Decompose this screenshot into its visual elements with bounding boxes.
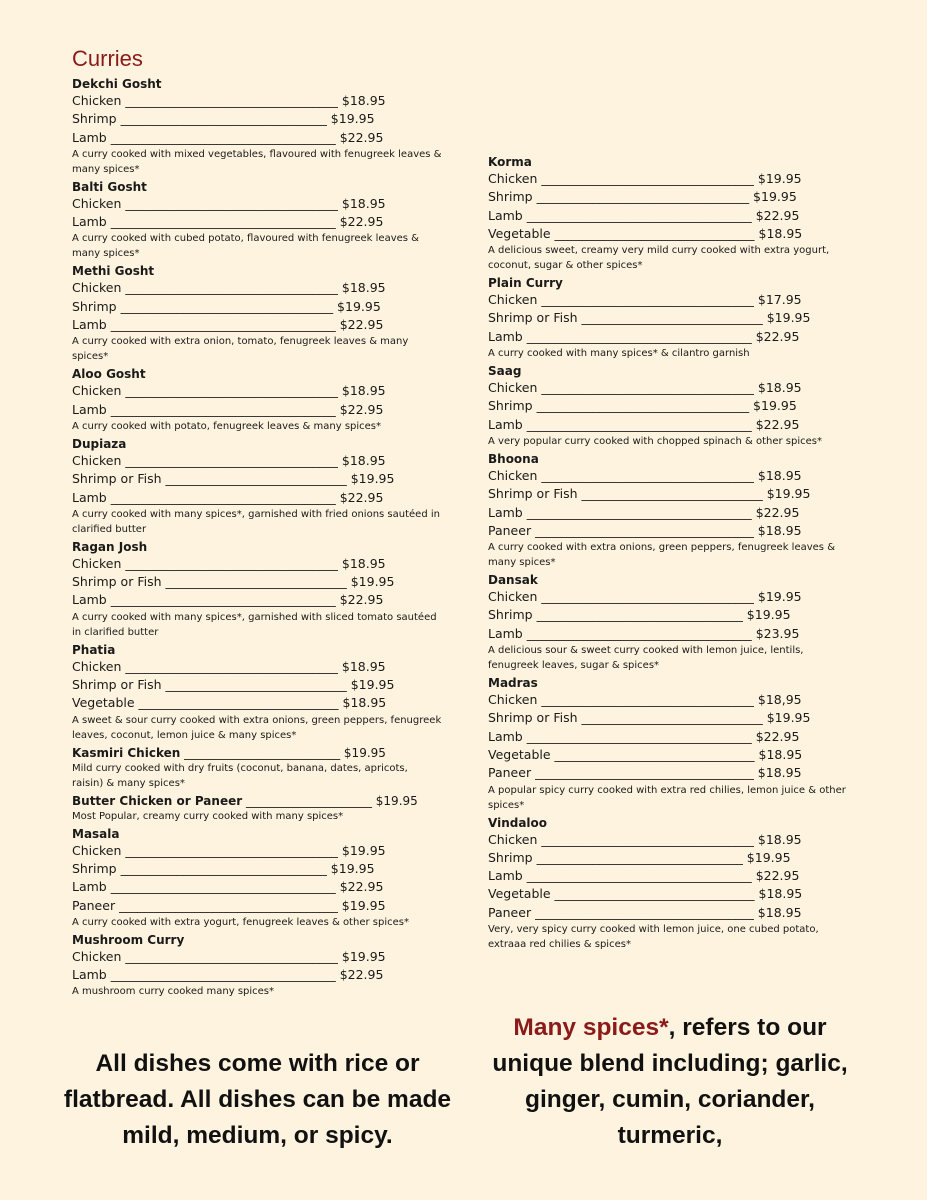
dish-description: Most Popular, creamy curry cooked with many spices* (72, 810, 344, 822)
price-row (72, 878, 442, 896)
option-label: Shrimp (72, 860, 121, 876)
price-row (72, 966, 442, 984)
price-leader: __________________________________ (536, 189, 750, 205)
option-label: Lamb (72, 214, 111, 230)
dish-name-text: Dupiaza (72, 436, 127, 451)
left-column (72, 46, 442, 1001)
dish-name-text: Masala (72, 826, 120, 841)
option-label: Chicken (488, 467, 542, 483)
price-leader: ________________________________ (554, 746, 755, 762)
price-leader: _________________________________ (120, 860, 327, 876)
price-row (72, 676, 442, 694)
price-leader: ____________________________________ (110, 879, 336, 895)
price-row (488, 764, 856, 782)
left-dish-list (72, 76, 442, 999)
option-label: Chicken (488, 589, 542, 605)
price-row (488, 225, 856, 243)
price-row (72, 110, 442, 128)
dish-name (488, 815, 856, 831)
option-label: Shrimp (488, 849, 537, 865)
price: $22.95 (335, 879, 384, 895)
price: $19.95 (762, 486, 811, 502)
price: $19.95 (337, 897, 386, 913)
option-label: Chicken (488, 292, 542, 308)
dish-description: A sweet & sour curry cooked with extra onions, green peppers, fenugreek leaves, coconut, lemon juice & many spices* (72, 714, 442, 741)
dish-block (72, 76, 442, 177)
price-row (488, 728, 856, 746)
price-row (72, 860, 442, 878)
price-row (72, 489, 442, 507)
price: $18.95 (753, 904, 802, 920)
option-label: Lamb (72, 129, 111, 145)
price-leader: _____________________________ (581, 310, 763, 326)
price: $22.95 (335, 129, 384, 145)
price: $22.95 (751, 328, 800, 344)
option-label: Chicken (488, 380, 542, 396)
footer-note-right (480, 1010, 860, 1154)
price-row (488, 709, 856, 727)
price-row (488, 207, 856, 225)
dish-block (72, 932, 442, 1000)
price: $19.95 (333, 298, 381, 314)
dish-block (488, 451, 856, 570)
dish-name-text: Methi Gosht (72, 264, 155, 279)
dish-name (72, 539, 442, 555)
option-label: Vegetable (488, 225, 555, 241)
dish-name (488, 154, 856, 170)
price-leader: __________________________________ (125, 383, 338, 399)
price: $22.95 (335, 317, 384, 333)
price-row (72, 658, 442, 676)
price-leader: ___________________________________ (535, 904, 754, 920)
option-label: Paneer (72, 897, 120, 913)
option-label: Shrimp (488, 398, 537, 414)
price-leader: ____________________________________ (526, 728, 752, 744)
dish-name-text: Dansak (488, 573, 538, 588)
price: $22.95 (335, 592, 384, 608)
dish-name-text: Aloo Gosht (72, 367, 146, 382)
option-label: Chicken (72, 280, 126, 296)
dish-block (72, 366, 442, 434)
price-leader: ________________________________ (138, 695, 339, 711)
option-label: Chicken (72, 93, 126, 108)
option-label: Lamb (72, 489, 111, 505)
price: $22.95 (335, 967, 384, 983)
price: $22.95 (335, 214, 384, 230)
price-row (72, 401, 442, 419)
price-leader: __________________________________ (541, 467, 754, 483)
footer-note-left: All dishes come with rice or flatbread. All dishes can be made mild, medium, or spicy. (63, 1050, 452, 1149)
price-leader: ____________________________________ (526, 207, 752, 223)
dish-block (72, 642, 442, 743)
option-label: Chicken (72, 383, 126, 399)
dish-block (488, 815, 856, 952)
price: $23.95 (751, 625, 800, 641)
price-row (488, 397, 856, 415)
price-row (72, 279, 442, 297)
dish-name-text: Kasmiri Chicken (72, 745, 181, 760)
price-leader: _____________________ (242, 793, 372, 808)
price-leader: ____________________________________ (110, 401, 336, 417)
dish-name (488, 572, 856, 588)
option-label: Lamb (72, 317, 111, 333)
dish-name (72, 932, 442, 948)
price-row (488, 170, 856, 188)
section-title: Curries (72, 46, 143, 71)
dish-name-text: Mushroom Curry (72, 932, 185, 947)
price: $19.95 (762, 310, 811, 326)
option-label: Lamb (72, 967, 111, 983)
dish-description: A delicious sour & sweet curry cooked with lemon juice, lentils, fenugreek leaves, sugar & spices* (488, 645, 804, 672)
option-label: Lamb (488, 328, 527, 344)
price: $18.95 (337, 452, 386, 468)
price-row (488, 291, 856, 309)
price: $19.95 (371, 793, 418, 808)
price-row (488, 504, 856, 522)
price: $18.95 (754, 225, 803, 241)
dish-block (72, 263, 442, 364)
dish-description: A popular spicy curry cooked with extra red chilies, lemon juice & other spices* (488, 784, 846, 811)
price-leader: __________________________________ (125, 658, 338, 674)
price-leader: ___________________________________ (119, 897, 338, 913)
dish-description: A curry cooked with mixed vegetables, flavoured with fenugreek leaves & many spices* (72, 148, 442, 175)
dish-block (72, 826, 442, 930)
price-leader: _____________________________ (581, 486, 763, 502)
price-leader: ___________________________________ (535, 765, 754, 781)
price-row (72, 92, 442, 110)
dish-name (72, 76, 442, 92)
option-label: Shrimp (488, 607, 537, 623)
price-leader: __________________________________ (125, 93, 338, 108)
price-leader: __________________________________ (541, 692, 754, 708)
price: $22.95 (335, 401, 384, 417)
price-leader: __________________________ (180, 745, 341, 760)
price-row (488, 188, 856, 206)
option-label: Lamb (488, 868, 527, 884)
price-leader: __________________________________ (125, 842, 338, 858)
option-label: Chicken (72, 555, 126, 571)
dish-block (72, 793, 442, 824)
price-leader: __________________________________ (120, 298, 334, 314)
dish-name-text: Balti Gosht (72, 179, 147, 194)
dish-name (72, 826, 442, 842)
option-label: Shrimp (488, 189, 537, 205)
price-leader: ____________________________________ (110, 214, 336, 230)
dish-block (488, 363, 856, 449)
price: $19.95 (326, 111, 375, 127)
price-leader: _________________________________ (120, 111, 327, 127)
dish-description: A curry cooked with many spices*, garnished with fried onions sautéed in clarified butter (72, 508, 440, 535)
price-row (488, 849, 856, 867)
price: $18.95 (753, 467, 802, 483)
dish-name-text: Vindaloo (488, 815, 548, 830)
price-leader: ____________________________________ (110, 317, 336, 333)
price-leader: __________________________________ (125, 195, 338, 211)
price-row (72, 195, 442, 213)
price-row (72, 694, 442, 712)
price-leader: _________________________________ (536, 607, 743, 623)
price: $18.95 (337, 93, 386, 108)
right-column (488, 152, 856, 954)
option-label: Shrimp or Fish (488, 486, 582, 502)
price-row (488, 328, 856, 346)
dish-block (488, 154, 856, 273)
price-row (72, 298, 442, 316)
price: $19.95 (346, 574, 395, 590)
price: $22.95 (751, 728, 800, 744)
option-label: Chicken (72, 195, 126, 211)
price-row (72, 382, 442, 400)
price: $22.95 (335, 489, 384, 505)
price: $19.95 (753, 589, 802, 605)
price-row (72, 948, 442, 966)
dish-block (72, 539, 442, 640)
price: $19.95 (337, 948, 386, 964)
option-label: Shrimp or Fish (488, 710, 582, 726)
option-label: Vegetable (488, 886, 555, 902)
price: $17.95 (753, 292, 802, 308)
option-label: Chicken (72, 948, 126, 964)
price-leader: ____________________________________ (110, 967, 336, 983)
dish-name (72, 745, 442, 761)
option-label: Lamb (72, 401, 111, 417)
option-label: Lamb (488, 625, 527, 641)
option-label: Lamb (72, 592, 111, 608)
spices-note: , refers to our unique blend including; garlic, ginger, cumin, coriander, turmeric, (492, 1014, 848, 1149)
dish-name (72, 436, 442, 452)
spices-accent: Many spices* (513, 1014, 669, 1041)
price-leader: ________________________________ (554, 225, 755, 241)
dish-description: A curry cooked with potato, fenugreek leaves & many spices* (72, 420, 382, 432)
price: $18,95 (753, 692, 802, 708)
price-row (488, 588, 856, 606)
price-row (72, 591, 442, 609)
dish-name (488, 675, 856, 691)
option-label: Shrimp or Fish (72, 574, 166, 590)
price-leader: _____________________________ (165, 471, 347, 487)
dish-name-text: Korma (488, 155, 532, 169)
option-label: Lamb (488, 728, 527, 744)
option-label: Vegetable (72, 695, 139, 711)
option-label: Shrimp or Fish (72, 677, 166, 693)
price-leader: __________________________________ (536, 398, 750, 414)
price: $19.95 (326, 860, 375, 876)
dish-name-text: Phatia (72, 642, 116, 657)
option-label: Paneer (488, 904, 536, 920)
price-row (488, 867, 856, 885)
dish-description: A curry cooked with extra onion, tomato, fenugreek leaves & many spices* (72, 336, 409, 363)
price-leader: _____________________________ (165, 677, 347, 693)
price-row (72, 213, 442, 231)
price: $18.95 (753, 765, 802, 781)
price-row (488, 885, 856, 903)
price-leader: ________________________________ (554, 886, 755, 902)
option-label: Lamb (72, 879, 111, 895)
dish-name-text: Dekchi Gosht (72, 77, 162, 91)
price-leader: _____________________________ (581, 710, 763, 726)
price-leader: __________________________________ (541, 171, 754, 186)
price-leader: ___________________________________ (535, 522, 754, 538)
dish-name-text: Plain Curry (488, 276, 563, 291)
price: $18.95 (337, 555, 386, 571)
price-row (488, 691, 856, 709)
price-row (72, 316, 442, 334)
dish-name (72, 793, 442, 809)
dish-name (488, 363, 856, 379)
price: $19.95 (742, 849, 791, 865)
dish-block (72, 179, 442, 262)
price: $19.95 (749, 398, 797, 414)
dish-block (488, 675, 856, 812)
dish-description: A mushroom curry cooked many spices* (72, 986, 275, 998)
price: $18.95 (337, 280, 386, 296)
price-row (72, 897, 442, 915)
price-leader: __________________________________ (125, 280, 338, 296)
dish-block (72, 745, 442, 791)
price: $18.95 (337, 195, 386, 211)
price-row (488, 904, 856, 922)
dish-name-text: Saag (488, 364, 522, 379)
price: $19.95 (742, 607, 791, 623)
price-leader: __________________________________ (125, 452, 338, 468)
price: $19.95 (749, 189, 797, 205)
price-row (72, 129, 442, 147)
price-row (488, 625, 856, 643)
price-row (72, 470, 442, 488)
price-leader: ____________________________________ (526, 328, 752, 344)
dish-description: A curry cooked with many spices*, garnished with sliced tomato sautéed in clarified butter (72, 611, 437, 638)
dish-name-text: Bhoona (488, 451, 539, 466)
option-label: Chicken (72, 452, 126, 468)
price: $18.95 (753, 522, 802, 538)
right-dish-list (488, 154, 856, 952)
dish-description: A curry cooked with cubed potato, flavoured with fenugreek leaves & many spices* (72, 233, 419, 260)
option-label: Shrimp (72, 298, 121, 314)
price: $22.95 (751, 416, 800, 432)
price-leader: __________________________________ (541, 292, 754, 308)
dish-block (488, 275, 856, 361)
price: $19.95 (340, 745, 386, 760)
price-leader: _____________________________ (165, 574, 347, 590)
option-label: Shrimp (72, 111, 121, 127)
price: $22.95 (751, 504, 800, 520)
price-row (488, 831, 856, 849)
option-label: Chicken (72, 658, 126, 674)
option-label: Chicken (488, 692, 542, 708)
price-row (72, 452, 442, 470)
price-leader: __________________________________ (541, 589, 754, 605)
option-label: Shrimp or Fish (72, 471, 166, 487)
price-leader: ____________________________________ (110, 489, 336, 505)
price-leader: ____________________________________ (110, 129, 336, 145)
price-leader: __________________________________ (541, 380, 754, 396)
price: $19.95 (346, 677, 395, 693)
option-label: Chicken (72, 842, 126, 858)
price: $22.95 (751, 868, 800, 884)
dish-name (72, 179, 442, 195)
price-leader: __________________________________ (125, 555, 338, 571)
option-label: Chicken (488, 831, 542, 847)
dish-description: A curry cooked with extra onions, green peppers, fenugreek leaves & many spices* (488, 542, 835, 569)
price-leader: ____________________________________ (526, 625, 752, 641)
dish-description: A curry cooked with many spices* & cilantro garnish (488, 348, 750, 360)
dish-description: A delicious sweet, creamy very mild curry cooked with extra yogurt, coconut, sugar & other spices* (488, 245, 830, 272)
price-row (72, 842, 442, 860)
dish-name-text: Madras (488, 676, 538, 691)
dish-name-text: Butter Chicken or Paneer (72, 793, 243, 808)
price-leader: ____________________________________ (526, 416, 752, 432)
price: $18.95 (753, 380, 802, 396)
price-leader: __________________________________ (125, 948, 338, 964)
price-row (488, 416, 856, 434)
price: $22.95 (751, 207, 800, 223)
dish-block (488, 572, 856, 673)
price-row (488, 467, 856, 485)
price-row (488, 606, 856, 624)
dish-description: Very, very spicy curry cooked with lemon juice, one cubed potato, extraaa red chilies & spices* (488, 924, 819, 951)
price: $18.95 (337, 658, 386, 674)
price: $19.95 (753, 171, 802, 186)
dish-description: A curry cooked with extra yogurt, fenugreek leaves & other spices* (72, 916, 409, 928)
price-row (488, 746, 856, 764)
price-leader: __________________________________ (541, 831, 754, 847)
price-leader: _________________________________ (536, 849, 743, 865)
option-label: Lamb (488, 207, 527, 223)
price: $18.95 (754, 886, 803, 902)
price-row (488, 309, 856, 327)
price-row (488, 485, 856, 503)
price: $18.95 (753, 831, 802, 847)
price: $18.95 (337, 383, 386, 399)
price-row (72, 555, 442, 573)
option-label: Vegetable (488, 746, 555, 762)
price: $19.95 (337, 842, 386, 858)
dish-name (488, 275, 856, 291)
dish-description: A very popular curry cooked with chopped spinach & other spices* (488, 435, 823, 447)
dish-name (488, 451, 856, 467)
option-label: Lamb (488, 504, 527, 520)
option-label: Shrimp or Fish (488, 310, 582, 326)
dish-name (72, 366, 442, 382)
price: $19.95 (346, 471, 395, 487)
option-label: Chicken (488, 171, 542, 186)
dish-name (72, 263, 442, 279)
price-leader: ____________________________________ (110, 592, 336, 608)
price: $18.95 (754, 746, 803, 762)
price-row (72, 573, 442, 591)
dish-name-text: Ragan Josh (72, 539, 148, 554)
price-row (488, 522, 856, 540)
dish-block (72, 436, 442, 537)
option-label: Paneer (488, 522, 536, 538)
price-leader: ____________________________________ (526, 868, 752, 884)
price: $19.95 (762, 710, 811, 726)
price: $18.95 (338, 695, 387, 711)
price-leader: ____________________________________ (526, 504, 752, 520)
dish-description: Mild curry cooked with dry fruits (coconut, banana, dates, apricots, raisin) & many spices* (72, 762, 408, 789)
price-row (488, 379, 856, 397)
dish-name (72, 642, 442, 658)
option-label: Paneer (488, 765, 536, 781)
option-label: Lamb (488, 416, 527, 432)
